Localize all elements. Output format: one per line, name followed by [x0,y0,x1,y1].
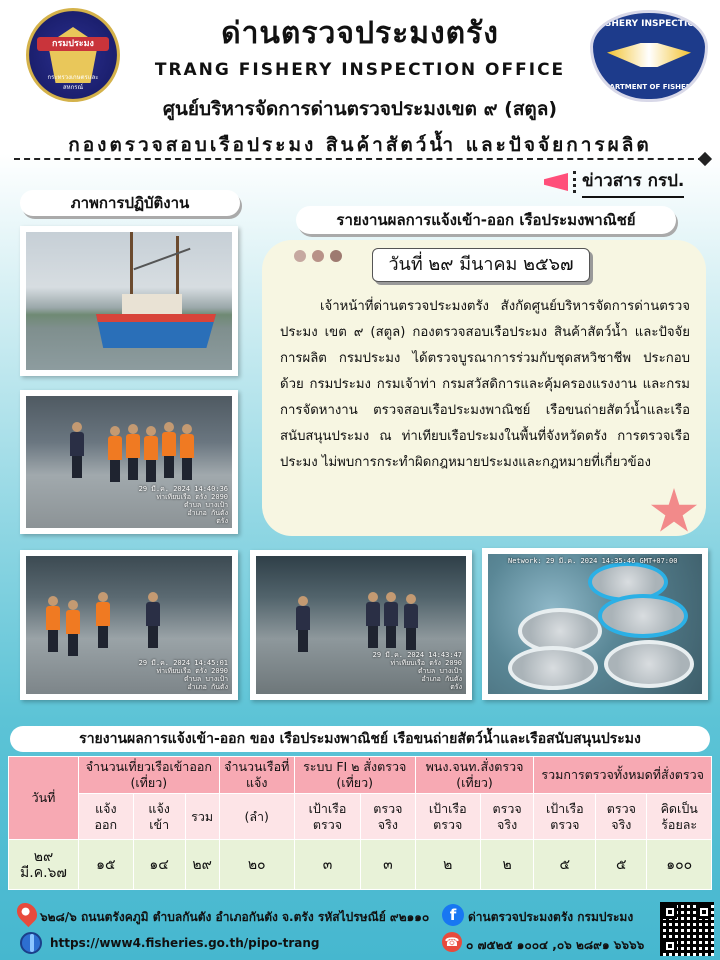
work-photos-label: ภาพการปฏิบัติงาน [20,190,240,216]
sub-fi-target: เป้าเรือ ตรวจ [294,794,360,840]
fishery-inspection-badge [590,10,708,102]
footer-website[interactable]: https://www4.fisheries.go.th/pipo-trang [50,936,320,950]
sub-sum: รวม [185,794,219,840]
photo-fish-catch [482,548,708,700]
report-paragraph: เจ้าหน้าที่ด่านตรวจประมงตรัง สังกัดศูนย์บริหารจัดการด่านตรวจประมง เขต ๙ (สตูล) กองตรวจสอบเรือประมง สินค้าสัตว์น้ำ และปัจจัยการผลิต กรมประมง ได้ตรวจบูรณาการร่วมกับชุดสหวิชาชีพ ประกอบด้วย กรมประมง กรมเจ้าท่า กรมสวัสดิการและคุ้มครองแรงงาน และกรมการจัดหางาน ตรวจสอบเรือประมงพาณิชย์ เรือขนถ่ายสัตว์น้ำและเรือสนับสนุนประมง ณ ท่าเทียบเรือประมงในพื้นที่จังหวัดตรัง การตรวจเรือประมง ไม่พบการกระทำผิดกฎหมายประมงและกฎหมายที่เกี่ยวข้อง [280,299,690,470]
cell-out: ๑๕ [79,840,134,890]
logo-left-text: กรมประมง [37,37,109,51]
photo-inspection-team [20,390,238,534]
table-title: รายงานผลการแจ้งเข้า-ออก ของ เรือประมงพาณิชย์ เรือขนถ่ายสัตว์น้ำและเรือสนับสนุนประมง [10,726,710,752]
photo-officers-dock [250,550,472,700]
report-date: วันที่ ๒๙ มีนาคม ๒๕๖๗ [372,248,590,282]
cell-sum: ๒๙ [185,840,219,890]
megaphone-icon [540,169,576,195]
logo-left-sub: กระทรวงเกษตรและสหกรณ์ [47,74,99,91]
cell-date: ๒๙ มี.ค.๖๗ [9,840,79,890]
sub-unit: (ลำ) [219,794,294,840]
photo-timestamp: 29 มี.ค. 2024 14:40:36 ท่าเทียบเรือ ตรัง 2090 ตำบล บางเป้า อำเภอ กันตัง ตรัง [138,485,228,525]
sub-total-real: ตรวจ จริง [596,794,647,840]
sub-pnm-target: เป้าเรือ ตรวจ [415,794,480,840]
cell-pnm-target: ๒ [415,840,480,890]
cell-in: ๑๔ [133,840,185,890]
badge-bottom-text: DEPARTMENT OF FISHERIES [594,83,704,91]
col-boats-header: จำนวนเรือที่แจ้ง [219,757,294,794]
sub-fi-real: ตรวจ จริง [361,794,415,840]
office-title-english: TRANG FISHERY INSPECTION OFFICE [154,60,566,80]
photo-timestamp: 29 มี.ค. 2024 14:43:47 ท่าเทียบเรือ ตรัง 2090 ตำบล บางเป้า อำเภอ กันตัง ตรัง [372,651,462,691]
footer-address: ๖๒๘/๖ ถนนตรังคภูมิ ตำบลกันตัง อำเภอกันตัง จ.ตรัง รหัสไปรษณีย์ ๙๒๑๑๐ [40,910,430,924]
phone-icon: ☎ [442,932,462,952]
division-title: กองตรวจสอบเรือประมง สินค้าสัตว์น้ำ และปัจจัยการผลิต [68,134,652,156]
office-title-thai: ด่านตรวจประมงตรัง [221,16,499,51]
report-body [280,294,690,476]
sub-in: แจ้ง เข้า [133,794,185,840]
news-label: ข่าวสาร กรป. [582,167,684,198]
photo-timestamp: 29 มี.ค. 2024 14:45:01 ท่าเทียบเรือ ตรัง 2090 ตำบล บางเป้า อำเภอ กันตัง [138,659,228,691]
col-pnm-header: พนง.จนท.สั่งตรวจ (เที่ยว) [415,757,534,794]
center-title: ศูนย์บริหารจัดการด่านตรวจประมงเขต ๙ (สตูล) [162,98,558,120]
header-divider [14,158,704,160]
footer-facebook[interactable]: ด่านตรวจประมงตรัง กรมประมง [468,910,634,924]
sub-percent: คิดเป็น ร้อยละ [647,794,712,840]
globe-icon [20,932,42,954]
cell-boats: ๒๐ [219,840,294,890]
location-pin-icon [13,899,41,927]
sub-total-target: เป้าเรือ ตรวจ [534,794,596,840]
report-section-label: รายงานผลการแจ้งเข้า-ออก เรือประมงพาณิชย์ [296,206,676,234]
cell-fi-real: ๓ [361,840,415,890]
col-trips-header: จำนวนเที่ยวเรือเข้าออก (เที่ยว) [79,757,220,794]
cell-fi-target: ๓ [294,840,360,890]
photo-timestamp: Network: 29 มี.ค. 2024 14:35:46 GMT+07:00 [508,557,678,565]
footer-phone: ๐ ๗๕๒๕ ๑๐๐๔ ,๐๖ ๒๘๙๑ ๖๖๖๖ [466,938,645,952]
col-fi-header: ระบบ FI ๒ สั่งตรวจ (เที่ยว) [294,757,415,794]
report-table [8,756,712,890]
cell-total-real: ๕ [596,840,647,890]
facebook-icon[interactable]: f [442,904,464,926]
table-row [9,840,712,890]
news-badge [540,168,700,196]
col-total-header: รวมการตรวจทั้งหมดที่สั่งตรวจ [534,757,712,794]
sub-pnm-real: ตรวจ จริง [480,794,534,840]
photo-crew-check [20,550,238,700]
qr-code-icon[interactable] [660,902,714,956]
cell-pnm-real: ๒ [480,840,534,890]
cell-percent: ๑๐๐ [647,840,712,890]
cell-total-target: ๕ [534,840,596,890]
col-date-header: วันที่ [9,757,79,840]
department-of-fisheries-logo [26,8,120,102]
sub-out: แจ้ง ออก [79,794,134,840]
photo-fishing-boat [20,226,238,376]
badge-top-text: FISHERY INSPECTION [595,19,703,29]
decorative-dots [294,250,342,262]
